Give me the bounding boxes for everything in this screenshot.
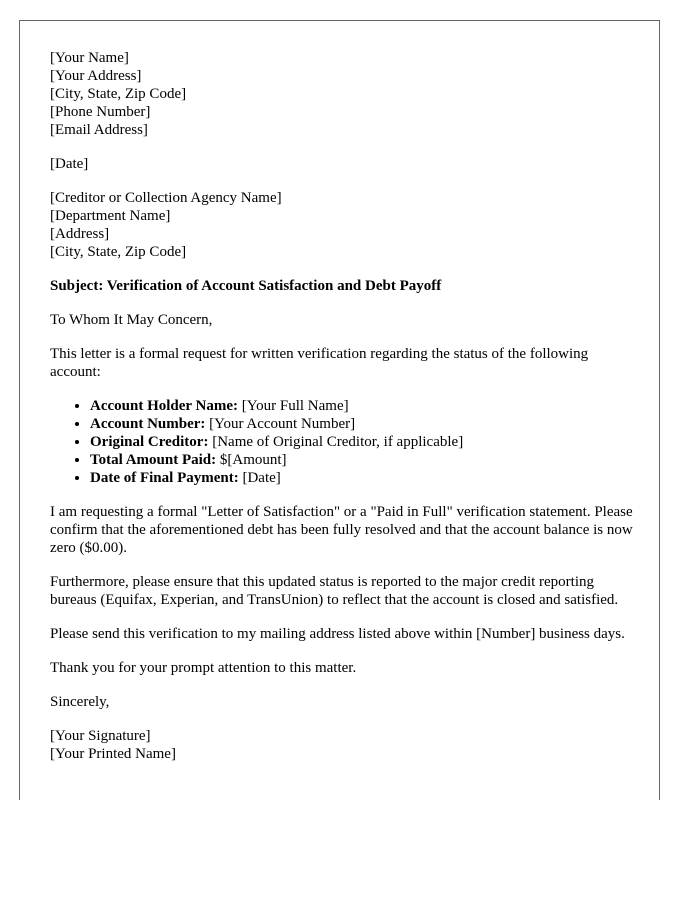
list-item — [90, 415, 640, 433]
sender-phone: [Phone Number] — [50, 104, 151, 120]
detail-label: Date of Final Payment: — [90, 470, 239, 486]
closing-line: Sincerely, — [50, 694, 110, 710]
list-item — [90, 451, 640, 469]
intro-paragraph: This letter is a formal request for written verification regarding the status of the following account: — [50, 346, 589, 380]
sender-address: [Your Address] — [50, 68, 142, 84]
sender-name: [Your Name] — [50, 50, 129, 66]
recipient-city-state-zip: [City, State, Zip Code] — [50, 244, 187, 260]
detail-label: Account Holder Name: — [90, 398, 239, 414]
subject-line: Subject: Verification of Account Satisfaction and Debt Payoff — [50, 278, 442, 294]
sender-email: [Email Address] — [50, 122, 148, 138]
list-item — [90, 469, 640, 487]
letter-page — [19, 20, 660, 800]
signature-block — [50, 727, 640, 763]
recipient-block — [50, 189, 640, 261]
detail-label: Original Creditor: — [90, 434, 209, 450]
detail-label: Total Amount Paid: — [90, 452, 217, 468]
salutation: To Whom It May Concern, — [50, 312, 213, 328]
letter-date: [Date] — [50, 156, 89, 172]
detail-value: [Date] — [238, 470, 281, 486]
account-details-list — [50, 397, 640, 487]
thanks-paragraph: Thank you for your prompt attention to this matter. — [50, 660, 357, 676]
mailing-paragraph: Please send this verification to my mailing address listed above within [Number] business days. — [50, 626, 625, 642]
sender-city-state-zip: [City, State, Zip Code] — [50, 86, 187, 102]
letter-content — [50, 49, 640, 763]
printed-name: [Your Printed Name] — [50, 746, 176, 762]
detail-value: [Name of Original Creditor, if applicable] — [208, 434, 464, 450]
recipient-department: [Department Name] — [50, 208, 171, 224]
detail-value: $[Amount] — [216, 452, 287, 468]
detail-value: [Your Account Number] — [205, 416, 356, 432]
list-item — [90, 397, 640, 415]
signature-line: [Your Signature] — [50, 728, 151, 744]
reporting-paragraph: Furthermore, please ensure that this updated status is reported to the major credit reporting bureaus (Equifax, Experian, and TransUnion) to reflect that the account is closed and satisfied. — [50, 574, 619, 608]
request-paragraph: I am requesting a formal "Letter of Satisfaction" or a "Paid in Full" verification statement. Please confirm that the aforementioned debt has been fully resolved and that the account balance is now zero ($0.00). — [50, 504, 633, 556]
list-item — [90, 433, 640, 451]
sender-block — [50, 49, 640, 139]
recipient-address: [Address] — [50, 226, 110, 242]
date-block — [50, 155, 640, 173]
detail-value: [Your Full Name] — [238, 398, 349, 414]
detail-label: Account Number: — [90, 416, 206, 432]
recipient-name: [Creditor or Collection Agency Name] — [50, 190, 282, 206]
